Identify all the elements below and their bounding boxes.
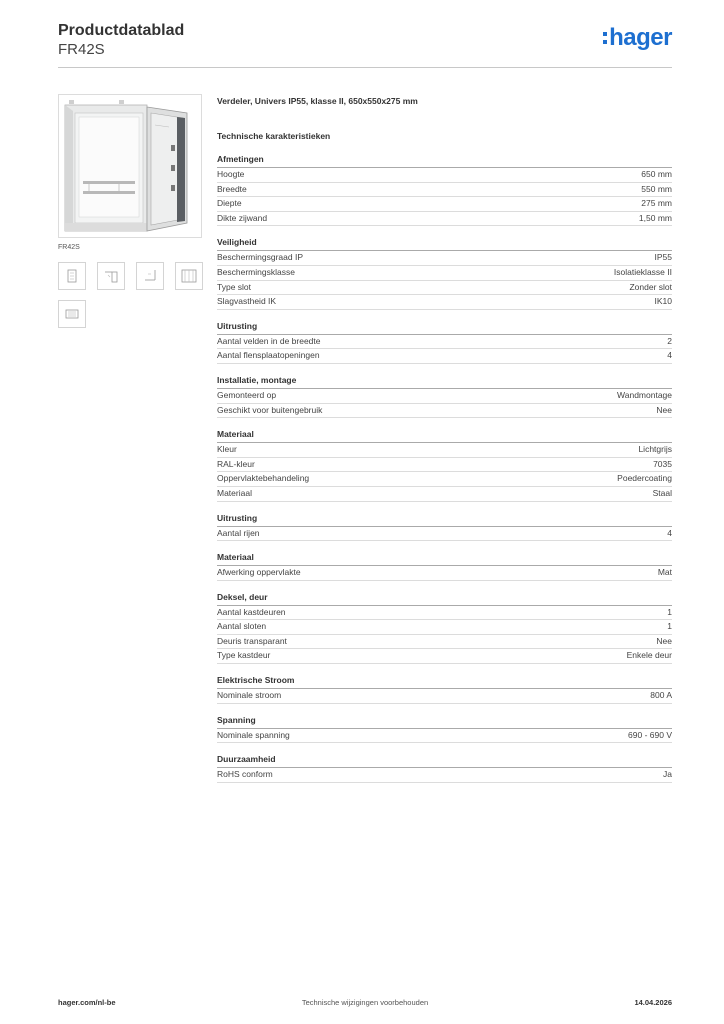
spec-value: Zonder slot bbox=[629, 281, 672, 292]
spec-label: Aantal velden in de breedte bbox=[217, 335, 321, 346]
spec-section bbox=[217, 321, 672, 364]
spec-row bbox=[217, 472, 672, 487]
section-title: Deksel, deur bbox=[217, 592, 672, 606]
spec-label: Aantal kastdeuren bbox=[217, 606, 286, 617]
product-description: Verdeler, Univers IP55, klasse II, 650x550x275 mm bbox=[217, 96, 418, 106]
top-view-drawing-icon bbox=[176, 263, 202, 289]
enclosure-cabinet-icon bbox=[59, 95, 201, 237]
footer-website-link[interactable]: hager.com/nl-be bbox=[58, 998, 116, 1007]
spec-label: Hoogte bbox=[217, 169, 245, 179]
front-view-drawing-icon bbox=[59, 263, 85, 289]
spec-row bbox=[217, 197, 672, 212]
spec-value: Enkele deur bbox=[626, 650, 672, 661]
spec-row bbox=[217, 649, 672, 664]
spec-label: Breedte bbox=[217, 183, 247, 194]
spec-value: Nee bbox=[656, 404, 672, 415]
spec-value: 800 A bbox=[650, 690, 672, 701]
section-title: Materiaal bbox=[217, 552, 672, 566]
spec-value: Mat bbox=[657, 567, 672, 578]
footer-notice: Technische wijzigingen voorbehouden bbox=[301, 998, 429, 1007]
spec-section bbox=[217, 675, 672, 704]
section-title: Afmetingen bbox=[217, 154, 672, 168]
spec-row bbox=[217, 251, 672, 266]
spec-value: Staal bbox=[652, 487, 672, 498]
spec-label: Aantal rijen bbox=[217, 527, 260, 538]
detail-thumbnail[interactable] bbox=[58, 300, 86, 328]
section-title: Spanning bbox=[217, 715, 672, 729]
spec-value: Poedercoating bbox=[617, 473, 672, 484]
spec-value: 650 mm bbox=[641, 169, 672, 179]
spec-row bbox=[217, 620, 672, 635]
spec-value: 1 bbox=[667, 621, 672, 632]
product-code: FR42S bbox=[58, 41, 105, 58]
page-header bbox=[58, 22, 184, 59]
section-title: Elektrische Stroom bbox=[217, 675, 672, 689]
spec-value: 2 bbox=[667, 335, 672, 346]
image-caption: FR42S bbox=[58, 244, 80, 251]
spec-label: Diepte bbox=[217, 198, 242, 209]
section-title: Duurzaamheid bbox=[217, 754, 672, 768]
spec-row bbox=[217, 266, 672, 281]
spec-label: Type slot bbox=[217, 281, 252, 292]
spec-row bbox=[217, 635, 672, 650]
spec-row bbox=[217, 443, 672, 458]
spec-label: Gemonteerd op bbox=[217, 389, 277, 400]
spec-section bbox=[217, 552, 672, 581]
specification-sections bbox=[217, 154, 672, 783]
technical-characteristics-heading: Technische karakteristieken bbox=[217, 131, 331, 141]
spec-row bbox=[217, 335, 672, 350]
spec-value: 690 - 690 V bbox=[628, 729, 672, 740]
spec-value: 550 mm bbox=[641, 183, 672, 194]
spec-label: Materiaal bbox=[217, 487, 252, 498]
spec-row bbox=[217, 183, 672, 198]
spec-label: Oppervlaktebehandeling bbox=[217, 473, 310, 484]
footer-date: 14.04.2026 bbox=[634, 998, 672, 1007]
spec-section bbox=[217, 429, 672, 501]
spec-value: 4 bbox=[667, 527, 672, 538]
dimension-thumbnail[interactable] bbox=[136, 262, 164, 290]
spec-row bbox=[217, 768, 672, 783]
spec-label: Beschermingsgraad IP bbox=[217, 252, 303, 263]
spec-label: Nominale stroom bbox=[217, 690, 282, 701]
spec-row bbox=[217, 729, 672, 744]
spec-section bbox=[217, 715, 672, 744]
section-title: Uitrusting bbox=[217, 513, 672, 527]
spec-row bbox=[217, 527, 672, 542]
spec-row bbox=[217, 606, 672, 621]
product-image[interactable] bbox=[58, 94, 202, 238]
spec-value: 275 mm bbox=[641, 198, 672, 209]
spec-row bbox=[217, 689, 672, 704]
spec-value: 1,50 mm bbox=[638, 212, 672, 223]
hager-logo[interactable] bbox=[603, 26, 672, 50]
detail-drawing-icon bbox=[59, 301, 85, 327]
specification-content bbox=[217, 96, 672, 783]
spec-section bbox=[217, 513, 672, 542]
spec-row bbox=[217, 281, 672, 296]
spec-value: 1 bbox=[667, 606, 672, 617]
spec-label: Nominale spanning bbox=[217, 729, 290, 740]
spec-row bbox=[217, 404, 672, 419]
spec-value: Isolatieklasse II bbox=[613, 266, 672, 277]
spec-label: Aantal flensplaatopeningen bbox=[217, 350, 320, 361]
front-view-thumbnail[interactable] bbox=[58, 262, 86, 290]
spec-row bbox=[217, 487, 672, 502]
spec-section bbox=[217, 154, 672, 226]
spec-value: Lichtgrijs bbox=[638, 444, 672, 455]
section-title: Veiligheid bbox=[217, 237, 672, 251]
logo-colon-icon bbox=[603, 28, 607, 48]
spec-label: Afwerking oppervlakte bbox=[217, 567, 301, 578]
section-title: Uitrusting bbox=[217, 321, 672, 335]
spec-label: Dikte zijwand bbox=[217, 212, 268, 223]
spec-label: RAL-kleur bbox=[217, 458, 255, 469]
spec-value: Ja bbox=[663, 769, 672, 780]
spec-section bbox=[217, 237, 672, 309]
spec-value: IK10 bbox=[654, 296, 672, 307]
spec-label: Aantal sloten bbox=[217, 621, 267, 632]
spec-value: 4 bbox=[667, 350, 672, 361]
header-divider bbox=[58, 67, 672, 68]
spec-row bbox=[217, 168, 672, 183]
section-title: Installatie, montage bbox=[217, 375, 672, 389]
spec-section bbox=[217, 592, 672, 664]
spec-label: Type kastdeur bbox=[217, 650, 271, 661]
spec-value: Nee bbox=[656, 635, 672, 646]
spec-label: Deuris transparant bbox=[217, 635, 287, 646]
spec-row bbox=[217, 212, 672, 227]
spec-label: Slagvastheid IK bbox=[217, 296, 277, 307]
spec-value: Wandmontage bbox=[617, 389, 672, 400]
spec-row bbox=[217, 349, 672, 364]
spec-row bbox=[217, 566, 672, 581]
spec-section bbox=[217, 375, 672, 418]
top-view-thumbnail[interactable] bbox=[175, 262, 203, 290]
spec-label: Geschikt voor buitengebruik bbox=[217, 404, 323, 415]
spec-label: Beschermingsklasse bbox=[217, 266, 295, 277]
document-title: Productdatablad bbox=[58, 22, 185, 39]
logo-text: hager bbox=[609, 24, 672, 51]
section-title: Materiaal bbox=[217, 429, 672, 443]
spec-value: 7035 bbox=[653, 458, 672, 469]
spec-row bbox=[217, 389, 672, 404]
spec-label: RoHS conform bbox=[217, 769, 273, 780]
spec-label: Kleur bbox=[217, 444, 237, 455]
spec-row bbox=[217, 458, 672, 473]
side-view-drawing-icon bbox=[98, 263, 124, 289]
side-view-thumbnail[interactable] bbox=[97, 262, 125, 290]
spec-row bbox=[217, 295, 672, 310]
dimension-drawing-icon bbox=[137, 263, 163, 289]
spec-section bbox=[217, 754, 672, 783]
spec-value: IP55 bbox=[654, 252, 672, 263]
